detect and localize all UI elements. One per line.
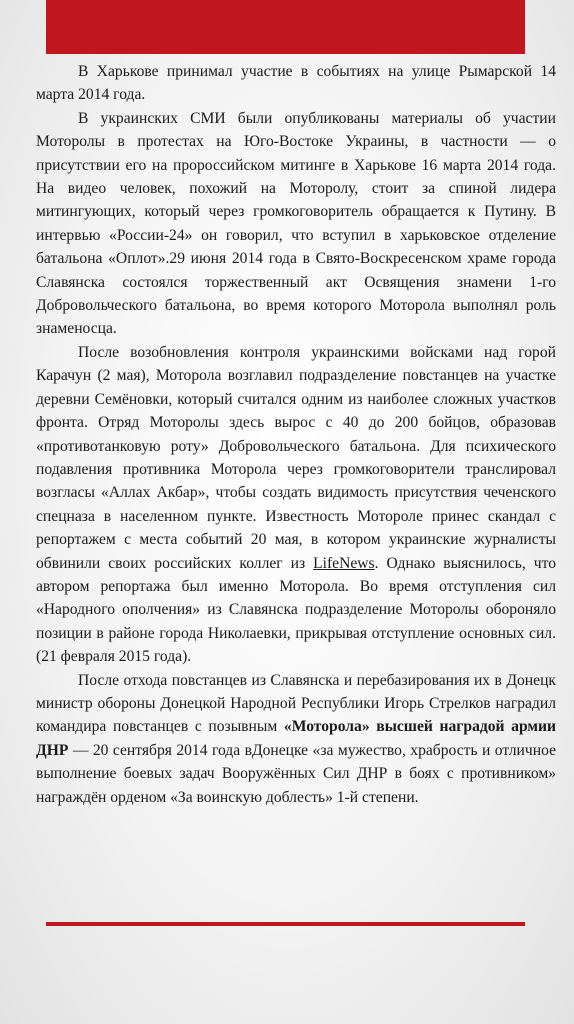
award-highlight: «Моторола» высшей наградой армии ДНР	[36, 718, 557, 759]
top-accent-bar	[46, 0, 525, 54]
paragraph-karachun	[36, 341, 556, 669]
paragraph-ukrainian-media: В украинских СМИ были опубликованы материалы об участии Моторолы в протестах на Юго-Востоке Украины, в частности — о присутствии его на пророссийском митинге в Харькове 16 марта 2014 года. На видео человек, похожий на Моторолу, стоит за спиной лидера митингующих, который через громкоговоритель обращается к Путину. В интервью «России-24» он говорил, что вступил в харьковское отделение батальона «Оплот».29 июня 2014 года в Свято-Воскресенском храме города Славянска состоялся торжественный акт Освящения знамени 1-го Добровольческого батальона, во время которого Моторола выполнял роль знаменосца.	[36, 109, 556, 338]
paragraph-karachun-text-end: . Однако выяснилось, что автором репортажа был именно Моторола. Во время отступления сил «Народного ополчения» из Славянска подразделение Моторолы обороняло позиции в районе города Николаевки, прикрывая отступление основных сил. (21 февраля 2015 года).	[36, 554, 557, 666]
paragraph-award-text-end: — 20 сентября 2014 года вДонецке «за мужество, храбрость и отличное выполнение боевых задач Вооружённых Сил ДНР в боях с противником» награждён орденом «За воинскую доблесть» 1-й степени.	[36, 741, 556, 806]
paragraph-karachun-text: После возобновления контроля украинскими войсками над горой Карачун (2 мая), Моторола возглавил подразделение повстанцев на участке деревни Семёновки, который считался одним из наиболее сложных участков фронта. Отряд Моторолы здесь вырос с 40 до 200 бойцов, образовав «противотанковую роту» Добровольческого батальона. Для психического подавления противника Моторола через громкоговорители транслировал возгласы «Аллах Акбар», чтобы создать видимость присутствия чеченского спецназа в населенном пункте. Известность Мотороле принес скандал с репортажем с места событий 20 мая, в котором украинские журналисты обвинили своих российских коллег из	[36, 343, 556, 572]
bottom-accent-line	[46, 922, 525, 926]
paragraph-kharkov-rymarskaya: В Харькове принимал участие в событиях на улице Рымарской 14 марта 2014 года.	[36, 63, 556, 104]
document-body	[36, 60, 556, 809]
paragraph-award	[36, 669, 556, 809]
lifenews-link[interactable]: LifeNews	[313, 554, 375, 572]
paragraph-award-text: После отхода повстанцев из Славянска и перебазирования их в Донецк министр обороны Донецкой Народной Республики Игорь Стрелков наградил командира повстанцев с позывным	[36, 671, 556, 736]
